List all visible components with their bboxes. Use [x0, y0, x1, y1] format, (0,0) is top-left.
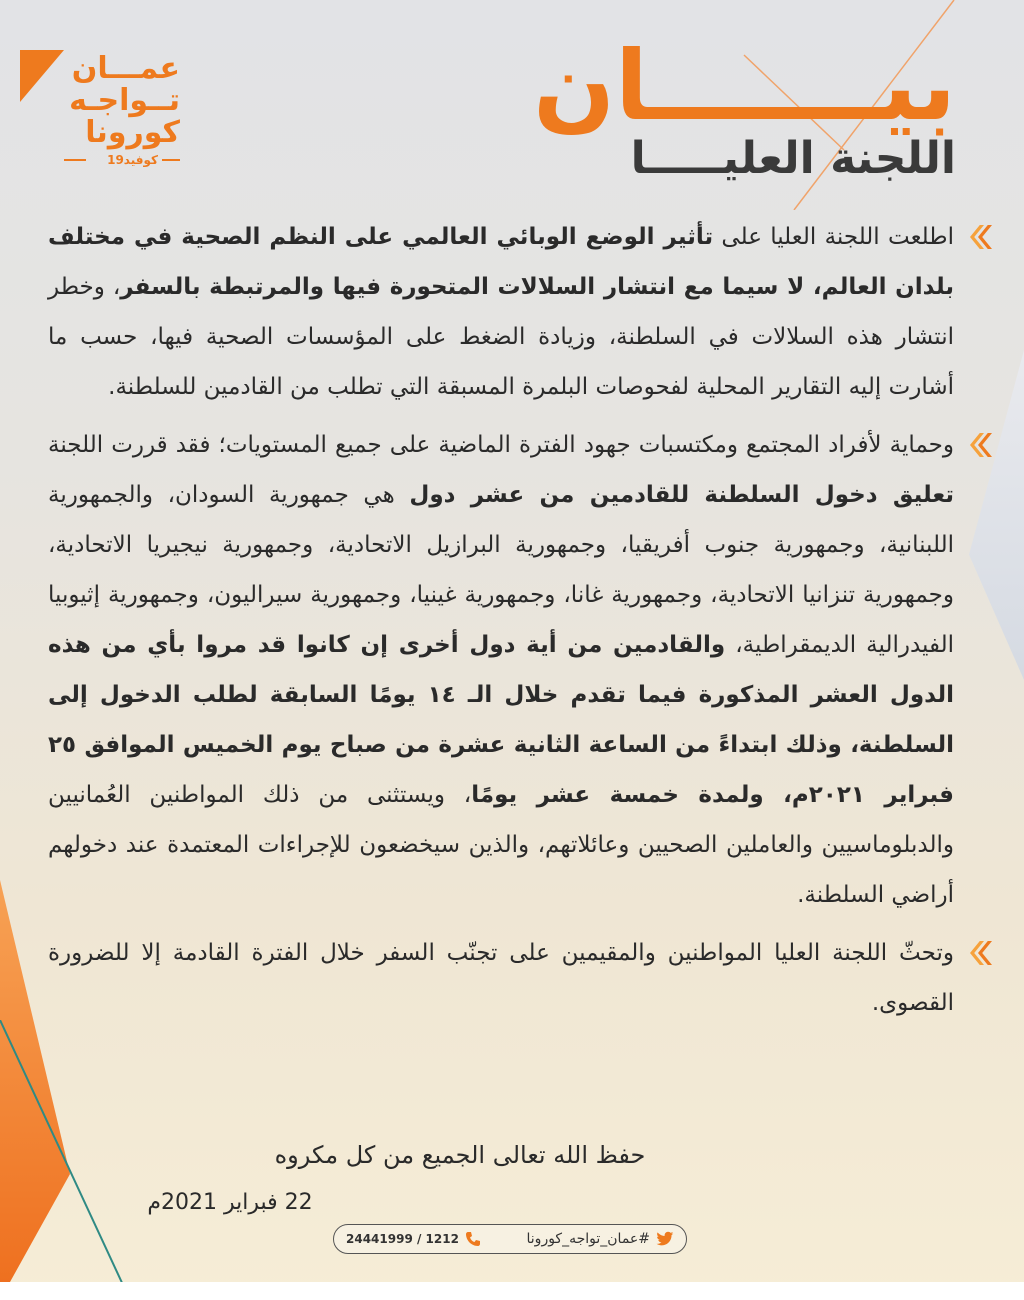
logo-text-line-1: عمـــان — [71, 51, 180, 86]
chevron-bullet-icon — [970, 433, 992, 457]
page-subtitle: اللجنة العليـــــا — [630, 133, 956, 184]
paragraph-text: هي جمهورية السودان، والجمهورية اللبنانية، وجمهورية جنوب أفريقيا، وجمهورية البرازيل الاتحادية، وجمهورية نيجيريا الاتحادية، وجمهورية تنزانيا الاتحادية، وجمهورية غانا، وجمهورية غينيا، وجمهورية سيراليون، وجمهورية إثيوبيا الفيدرالية الديمقراطية، — [48, 482, 954, 658]
emphasized-text: تأثير الوضع الوبائي العالمي على النظم الصحية في مختلف بلدان العالم، لا سيما مع انتشار السلالات المتحورة فيها والمرتبطة بالسفر — [48, 224, 954, 300]
chevron-bullet-icon — [970, 941, 992, 965]
logo-text-line-2: تــواجـه — [69, 83, 180, 118]
statement-paragraph — [48, 928, 954, 1028]
statement-date: 22 فبراير 2021م — [147, 1190, 313, 1215]
logo-divider — [64, 159, 86, 161]
page-title: بيـــــــان — [533, 30, 956, 142]
statement-paragraph — [48, 212, 954, 412]
contact-footer — [333, 1224, 687, 1254]
paragraph-text: ، وخطر انتشار هذه السلالات في السلطنة، وزيادة الضغط على المؤسسات الصحية فيها، حسب ما أشارت إليه التقارير المحلية لفحوصات البلمرة المسبقة التي تطلب من القادمين للسلطنة. — [48, 274, 954, 400]
logo-text-line-4: كوفيد19 — [107, 153, 158, 167]
emphasized-text: تعليق دخول السلطنة للقادمين من عشر دول — [409, 482, 954, 508]
paragraph-text: وتحثّ اللجنة العليا المواطنين والمقيمين على تجنّب السفر خلال الفترة القادمة إلا للضرورة القصوى. — [48, 940, 954, 1016]
phone-icon — [465, 1231, 481, 1247]
paragraph-text: اطلعت اللجنة العليا على — [713, 224, 954, 250]
emphasized-text: والقادمين من أية دول أخرى إن كانوا قد مروا بأي من هذه الدول العشر المذكورة فيما تقدم خلال الـ ١٤ يومًا السابقة لطلب الدخول إلى السلطنة، وذلك ابتداءً من الساعة الثانية عشرة من صباح يوم الخميس الموافق ٢٥ فبراير ٢٠٢١م، ولمدة خمسة عشر يومًا — [48, 632, 954, 808]
closing-line: حفظ الله تعالى الجميع من كل مكروه — [274, 1141, 646, 1169]
hashtag-text: #عمان_تواجه_كورونا — [526, 1231, 650, 1247]
logo-divider — [162, 159, 180, 161]
twitter-bird-icon — [656, 1231, 674, 1247]
statement-paragraph — [48, 420, 954, 920]
logo-text-line-3: كورونا — [85, 115, 180, 150]
decorative-grey-triangle — [969, 350, 1024, 680]
footer-hashtag[interactable] — [527, 1231, 674, 1247]
decorative-teal-line — [0, 1020, 150, 1300]
phone-number: 24441999 / 1212 — [346, 1232, 459, 1246]
logo-triangle-icon — [20, 50, 64, 102]
paragraph-text: ، ويستثنى من ذلك المواطنين العُمانيين والدبلوماسيين والعاملين الصحيين وعائلاتهم، والذين سيخضعون للإجراءات المعتمدة عند دخولهم أراضي السلطنة. — [48, 782, 954, 908]
statement-body — [48, 212, 954, 1028]
paragraph-text: وحماية لأفراد المجتمع ومكتسبات جهود الفترة الماضية على جميع المستويات؛ فقد قررت اللجنة — [48, 432, 954, 458]
chevron-bullet-icon — [970, 225, 992, 249]
footer-phone[interactable] — [346, 1231, 481, 1247]
bottom-border — [0, 1282, 1024, 1300]
campaign-logo — [20, 45, 180, 175]
